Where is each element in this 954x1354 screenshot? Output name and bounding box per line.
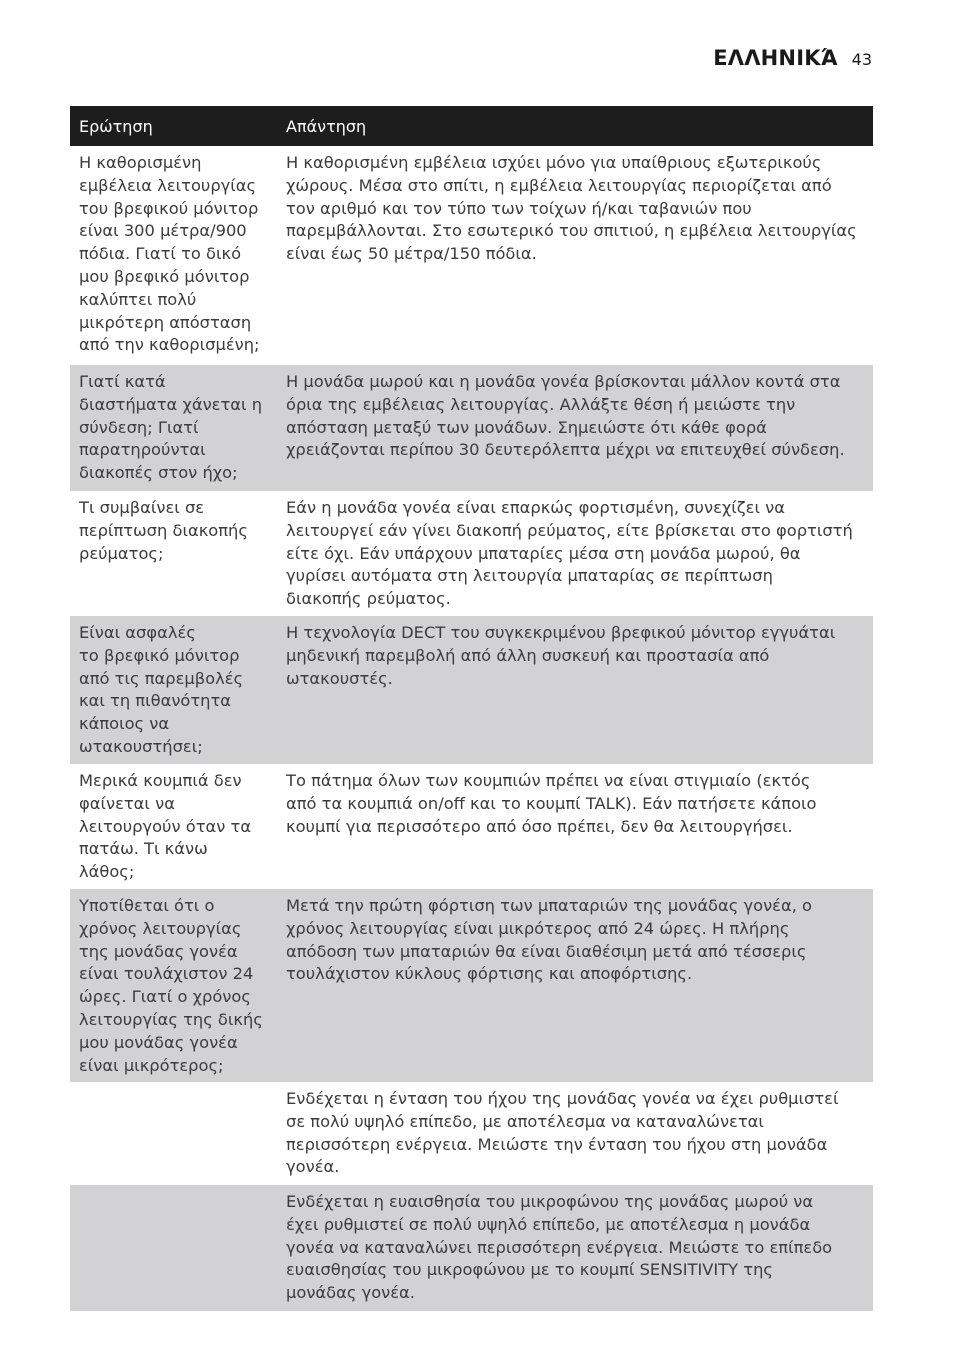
answer-cell: Η καθορισμένη εμβέλεια ισχύει μόνο για υπαίθριους εξωτερικούς χώρους. Μέσα στο σπίτι, η εμβέλεια λειτουργίας περιορίζεται από τον αριθμό και τον τύπο των τοίχων ή/και ταβανιών που παρεμβάλλονται. Στο εσωτερικό του σπιτιού, η εμβέλεια λειτουργίας είναι έως 50 μέτρα/150 πόδια.: [286, 153, 857, 264]
column-header-question: Ερώτηση: [79, 116, 153, 136]
table-row: [70, 1185, 873, 1311]
faq-table: [70, 106, 873, 1311]
question-cell: Υποτίθεται ότι ο χρόνος λειτουργίας της μονάδας γονέα είναι τουλάχιστον 24 ώρες. Γιατί ο χρόνος λειτουργίας της δικής μου μονάδας γονέα είναι μικρότερος;: [79, 896, 263, 1075]
answer-cell: Η τεχνολογία DECT του συγκεκριμένου βρεφικού μόνιτορ εγγυάται μηδενική παρεμβολή από άλλη συσκευή και προστασία από ωτακουστές.: [286, 623, 836, 688]
question-cell: Μερικά κουμπιά δεν φαίνεται να λειτουργούν όταν τα πατάω. Τι κάνω λάθος;: [79, 771, 252, 882]
question-cell: Γιατί κατά διαστήματα χάνεται η σύνδεση; Γιατί παρατηρούνται διακοπές στον ήχο;: [79, 372, 263, 483]
column-header-answer: Απάντηση: [286, 116, 367, 136]
answer-cell: Μετά την πρώτη φόρτιση των μπαταριών της μονάδας γονέα, ο χρόνος λειτουργίας είναι μικρότερος από 24 ώρες. Η πλήρης απόδοση των μπαταριών θα είναι διαθέσιμη μετά από τέσσερις τουλάχιστον κύκλους φόρτισης και αποφόρτισης.: [286, 896, 813, 984]
page-header: [713, 46, 872, 70]
question-cell: Η καθορισμένη εμβέλεια λειτουργίας του βρεφικού μόνιτορ είναι 300 μέτρα/900 πόδια. Γιατί το δικό μου βρεφικό μόνιτορ καλύπτει πολύ μικρότερη απόσταση από την καθορισμένη;: [79, 153, 260, 355]
table-row: [70, 1082, 873, 1185]
answer-cell: Ενδέχεται η ένταση του ήχου της μονάδας γονέα να έχει ρυθμιστεί σε πολύ υψηλό επίπεδο, με αποτέλεσμα να καταναλώνεται περισσότερη ενέργεια. Μειώστε την ένταση του ήχου στη μονάδα γονέα.: [286, 1089, 839, 1177]
table-row: [70, 146, 873, 365]
table-header: [70, 106, 873, 146]
table-row: [70, 491, 873, 616]
table-row: [70, 616, 873, 764]
question-cell: Είναι ασφαλές το βρεφικό μόνιτορ από τις παρεμβολές και τη πιθανότητα κάποιος να ωτακουστήσει;: [79, 623, 244, 756]
page-number: 43: [851, 50, 872, 69]
table-row: [70, 365, 873, 491]
section-title: ΕΛΛΗΝΙΚΆ: [713, 46, 838, 70]
answer-cell: Ενδέχεται η ευαισθησία του μικροφώνου της μονάδας μωρού να έχει ρυθμιστεί σε πολύ υψηλό επίπεδο, με αποτέλεσμα η μονάδα γονέα να καταναλώνει περισσότερη ενέργεια. Μειώστε το επίπεδο ευαισθησίας του μικροφώνου με το κουμπί SENSITIVITY της μονάδας γονέα.: [286, 1192, 833, 1303]
answer-cell: Το πάτημα όλων των κουμπιών πρέπει να είναι στιγμιαίο (εκτός από τα κουμπιά on/off και το κουμπί TALK). Εάν πατήσετε κάποιο κουμπί για περισσότερο από όσο πρέπει, δεν θα λειτουργήσει.: [286, 771, 817, 836]
table-row: [70, 764, 873, 889]
answer-cell: Εάν η μονάδα γονέα είναι επαρκώς φορτισμένη, συνεχίζει να λειτουργεί εάν γίνει διακοπή ρεύματος, είτε βρίσκεται στο φορτιστή είτε όχι. Εάν υπάρχουν μπαταρίες μέσα στη μονάδα μωρού, θα γυρίσει αυτόματα στη λειτουργία μπαταρίας σε περίπτωση διακοπής ρεύματος.: [286, 498, 853, 609]
question-cell: Τι συμβαίνει σε περίπτωση διακοπής ρεύματος;: [79, 498, 248, 563]
question-cell: [70, 1185, 276, 1311]
table-row: [70, 889, 873, 1082]
answer-cell: Η μονάδα μωρού και η μονάδα γονέα βρίσκονται μάλλον κοντά στα όρια της εμβέλειας λειτουργίας. Αλλάξτε θέση ή μειώστε την απόσταση μεταξύ των μονάδων. Σημειώστε ότι κάθε φορά χρειάζονται περίπου 30 δευτερόλεπτα μέχρι να επιτευχθεί σύνδεση.: [286, 372, 845, 460]
question-cell: [70, 1082, 276, 1185]
